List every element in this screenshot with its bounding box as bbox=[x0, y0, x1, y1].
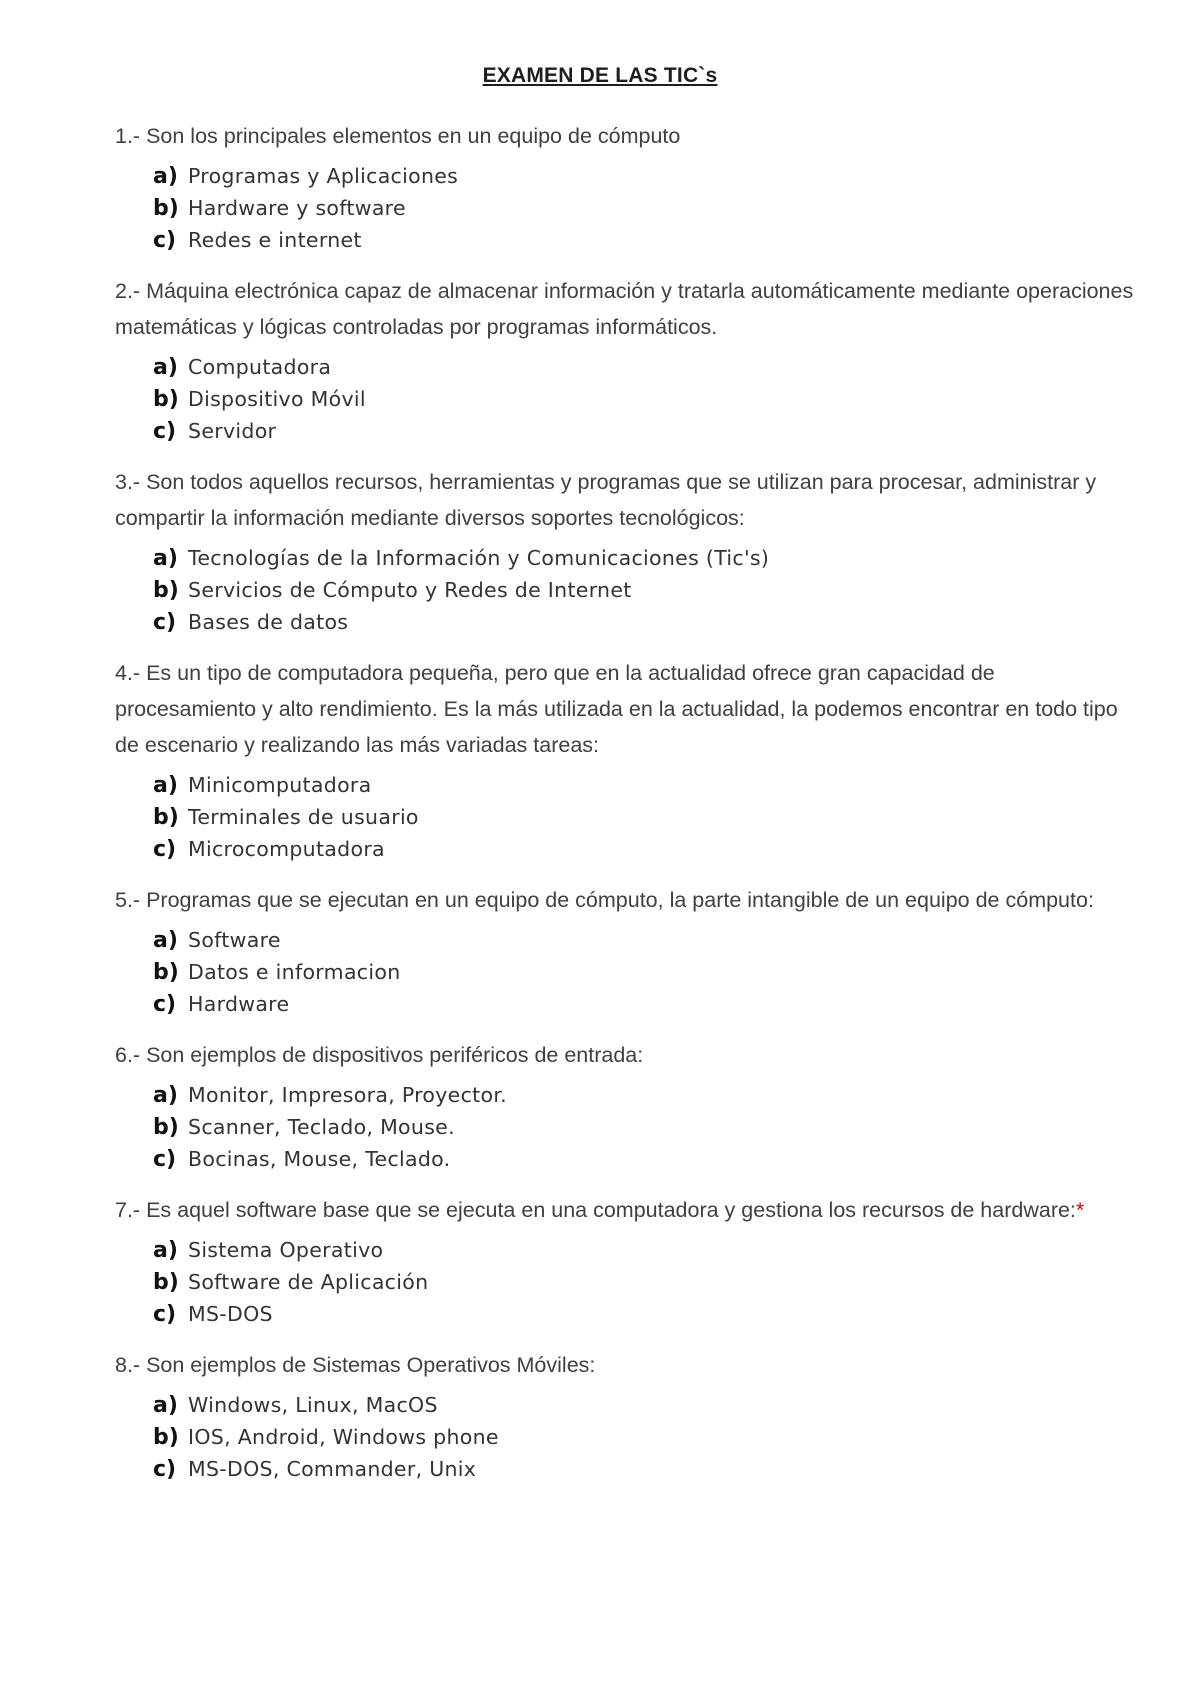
option-text: Redes e internet bbox=[188, 228, 362, 252]
option-letter: a) bbox=[153, 1083, 178, 1108]
question-text bbox=[115, 464, 1135, 536]
option-text: IOS, Android, Windows phone bbox=[188, 1425, 499, 1449]
option-list bbox=[115, 924, 1135, 1020]
option-text: Software de Aplicación bbox=[188, 1270, 429, 1294]
question-2 bbox=[115, 273, 1135, 447]
option-b bbox=[153, 1266, 1135, 1298]
option-text: Servicios de Cómputo y Redes de Internet bbox=[188, 578, 632, 602]
option-letter: b) bbox=[153, 387, 179, 412]
option-a bbox=[153, 1389, 1135, 1421]
option-letter: c) bbox=[153, 610, 177, 635]
question-text bbox=[115, 882, 1135, 918]
option-text: Programas y Aplicaciones bbox=[188, 164, 459, 188]
option-text: Bases de datos bbox=[188, 610, 349, 634]
option-letter: a) bbox=[153, 1393, 178, 1418]
option-b bbox=[153, 574, 1135, 606]
option-letter: c) bbox=[153, 1302, 177, 1327]
option-text: Hardware bbox=[188, 992, 290, 1016]
question-text bbox=[115, 655, 1135, 763]
option-list bbox=[115, 542, 1135, 638]
option-text: Monitor, Impresora, Proyector. bbox=[188, 1083, 508, 1107]
question-6 bbox=[115, 1037, 1135, 1175]
option-text: Bocinas, Mouse, Teclado. bbox=[188, 1147, 451, 1171]
option-text: Tecnologías de la Información y Comunicaciones (Tic's) bbox=[188, 546, 770, 570]
option-letter: b) bbox=[153, 960, 179, 985]
question-text bbox=[115, 273, 1135, 345]
option-text: Software bbox=[188, 928, 281, 952]
option-c bbox=[153, 833, 1135, 865]
option-letter: a) bbox=[153, 1238, 178, 1263]
option-text: MS-DOS bbox=[188, 1302, 273, 1326]
question-7 bbox=[115, 1192, 1135, 1330]
question-text-body: 8.- Son ejemplos de Sistemas Operativos Móviles: bbox=[115, 1353, 596, 1377]
question-text-body: 4.- Es un tipo de computadora pequeña, pero que en la actualidad ofrece gran capacidad de procesamiento y alto rendimiento. Es la más utilizada en la actualidad, la podemos encontrar en todo tipo de escenario y realizando las más variadas tareas: bbox=[115, 661, 1118, 757]
option-text: Minicomputadora bbox=[188, 773, 372, 797]
question-text-body: 7.- Es aquel software base que se ejecuta en una computadora y gestiona los recursos de hardware: bbox=[115, 1198, 1076, 1222]
question-text-body: 6.- Son ejemplos de dispositivos periféricos de entrada: bbox=[115, 1043, 644, 1067]
option-b bbox=[153, 192, 1135, 224]
option-c bbox=[153, 415, 1135, 447]
option-list bbox=[115, 1234, 1135, 1330]
option-letter: c) bbox=[153, 1147, 177, 1172]
option-c bbox=[153, 224, 1135, 256]
question-text bbox=[115, 118, 1135, 154]
question-text-body: 5.- Programas que se ejecutan en un equipo de cómputo, la parte intangible de un equipo de cómputo: bbox=[115, 888, 1094, 912]
option-text: Hardware y software bbox=[188, 196, 406, 220]
option-text: Scanner, Teclado, Mouse. bbox=[188, 1115, 455, 1139]
option-text: Microcomputadora bbox=[188, 837, 385, 861]
option-letter: c) bbox=[153, 837, 177, 862]
required-asterisk: * bbox=[1075, 1198, 1085, 1222]
option-c bbox=[153, 1143, 1135, 1175]
option-letter: c) bbox=[153, 419, 177, 444]
option-letter: b) bbox=[153, 1270, 179, 1295]
option-b bbox=[153, 1421, 1135, 1453]
option-b bbox=[153, 956, 1135, 988]
option-text: Sistema Operativo bbox=[188, 1238, 384, 1262]
exam-title: EXAMEN DE LAS TIC`s bbox=[482, 64, 718, 87]
option-list bbox=[115, 1389, 1135, 1485]
question-8 bbox=[115, 1347, 1135, 1485]
question-text bbox=[115, 1192, 1135, 1228]
option-letter: b) bbox=[153, 1115, 179, 1140]
option-letter: a) bbox=[153, 355, 178, 380]
question-text bbox=[115, 1037, 1135, 1073]
option-a bbox=[153, 351, 1135, 383]
option-b bbox=[153, 1111, 1135, 1143]
question-list bbox=[115, 118, 1135, 1502]
option-a bbox=[153, 1079, 1135, 1111]
option-letter: a) bbox=[153, 773, 178, 798]
option-list bbox=[115, 1079, 1135, 1175]
question-text-body: 1.- Son los principales elementos en un equipo de cómputo bbox=[115, 124, 681, 148]
option-list bbox=[115, 351, 1135, 447]
option-letter: c) bbox=[153, 1457, 177, 1482]
question-text bbox=[115, 1347, 1135, 1383]
option-a bbox=[153, 1234, 1135, 1266]
option-letter: c) bbox=[153, 228, 177, 253]
option-text: Computadora bbox=[188, 355, 332, 379]
question-5 bbox=[115, 882, 1135, 1020]
option-text: Windows, Linux, MacOS bbox=[188, 1393, 438, 1417]
option-letter: a) bbox=[153, 164, 178, 189]
option-text: MS-DOS, Commander, Unix bbox=[188, 1457, 477, 1481]
option-c bbox=[153, 606, 1135, 638]
question-3 bbox=[115, 464, 1135, 638]
option-list bbox=[115, 769, 1135, 865]
option-a bbox=[153, 160, 1135, 192]
option-b bbox=[153, 801, 1135, 833]
option-list bbox=[115, 160, 1135, 256]
option-letter: c) bbox=[153, 992, 177, 1017]
question-4 bbox=[115, 655, 1135, 865]
option-b bbox=[153, 383, 1135, 415]
option-text: Terminales de usuario bbox=[188, 805, 419, 829]
option-letter: b) bbox=[153, 578, 179, 603]
option-a bbox=[153, 769, 1135, 801]
option-c bbox=[153, 988, 1135, 1020]
option-text: Datos e informacion bbox=[188, 960, 401, 984]
option-letter: b) bbox=[153, 1425, 179, 1450]
question-text-body: 3.- Son todos aquellos recursos, herramientas y programas que se utilizan para procesar, administrar y compartir la información mediante diversos soportes tecnológicos: bbox=[115, 470, 1097, 530]
option-letter: b) bbox=[153, 805, 179, 830]
option-text: Servidor bbox=[188, 419, 277, 443]
option-text: Dispositivo Móvil bbox=[188, 387, 366, 411]
option-c bbox=[153, 1453, 1135, 1485]
question-1 bbox=[115, 118, 1135, 256]
question-text-body: 2.- Máquina electrónica capaz de almacenar información y tratarla automáticamente mediante operaciones matemáticas y lógicas controladas por programas informáticos. bbox=[115, 279, 1134, 339]
option-a bbox=[153, 542, 1135, 574]
option-a bbox=[153, 924, 1135, 956]
option-letter: a) bbox=[153, 928, 178, 953]
option-letter: a) bbox=[153, 546, 178, 571]
option-letter: b) bbox=[153, 196, 179, 221]
option-c bbox=[153, 1298, 1135, 1330]
